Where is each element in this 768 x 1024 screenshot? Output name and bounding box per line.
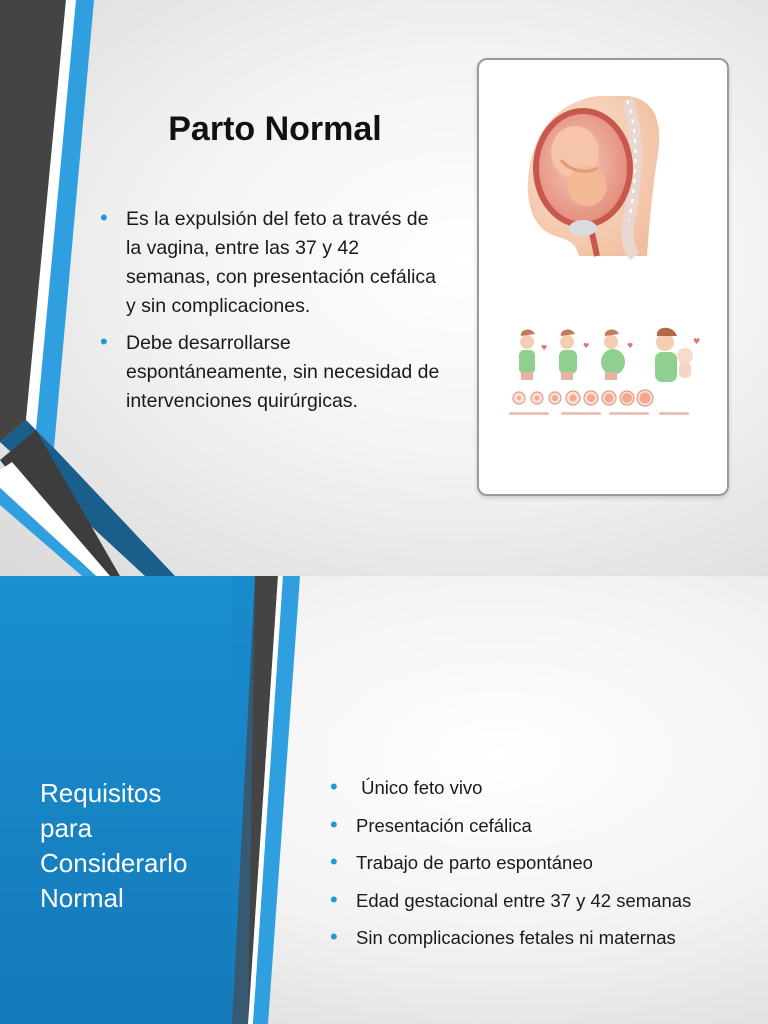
svg-text:♥: ♥	[693, 337, 701, 346]
definition-list	[100, 205, 445, 424]
list-item	[100, 205, 445, 321]
bullet-icon: •	[100, 329, 108, 354]
bullet-icon: •	[100, 205, 108, 230]
illustration-card	[477, 58, 729, 496]
slide-title: Parto Normal	[168, 110, 382, 148]
list-item-text: Presentación cefálica	[356, 814, 532, 836]
bullet-icon: •	[330, 849, 338, 874]
list-item-text: Debe desarrollarse espontáneamente, sin necesidad de intervenciones quirúrgicas.	[126, 332, 440, 412]
svg-text:♥: ♥	[541, 344, 548, 352]
pregnancy-stages-illustration	[479, 60, 727, 494]
list-item-text: Único feto vivo	[356, 777, 483, 798]
list-item-text: Edad gestacional entre 37 y 42 semanas	[356, 889, 692, 911]
bullet-icon: •	[330, 774, 338, 799]
bullet-icon: •	[330, 924, 338, 949]
list-item-text: Es la expulsión del feto a través de la vagina, entre las 37 y 42 semanas, con presentación cefálica y sin complicaciones.	[126, 208, 437, 317]
list-item	[330, 851, 750, 875]
list-item	[330, 776, 750, 800]
title-line: para	[40, 813, 93, 843]
slide-requisitos	[0, 576, 768, 1024]
svg-text:♥: ♥	[583, 342, 590, 350]
list-item-text: Trabajo de parto espontáneo	[356, 852, 593, 873]
list-item	[330, 886, 750, 913]
bullet-icon: •	[330, 886, 338, 912]
list-item	[330, 811, 750, 838]
requirements-list	[330, 776, 750, 964]
svg-text:♥: ♥	[627, 342, 634, 350]
title-line: Normal	[40, 883, 124, 913]
title-line: Requisitos	[40, 778, 162, 808]
slide-title	[40, 776, 240, 916]
list-item-text: Sin complicaciones fetales ni maternas	[356, 927, 676, 948]
title-line: Considerarlo	[40, 848, 188, 878]
bullet-icon: •	[330, 811, 338, 837]
list-item	[100, 329, 445, 416]
list-item	[330, 926, 750, 950]
